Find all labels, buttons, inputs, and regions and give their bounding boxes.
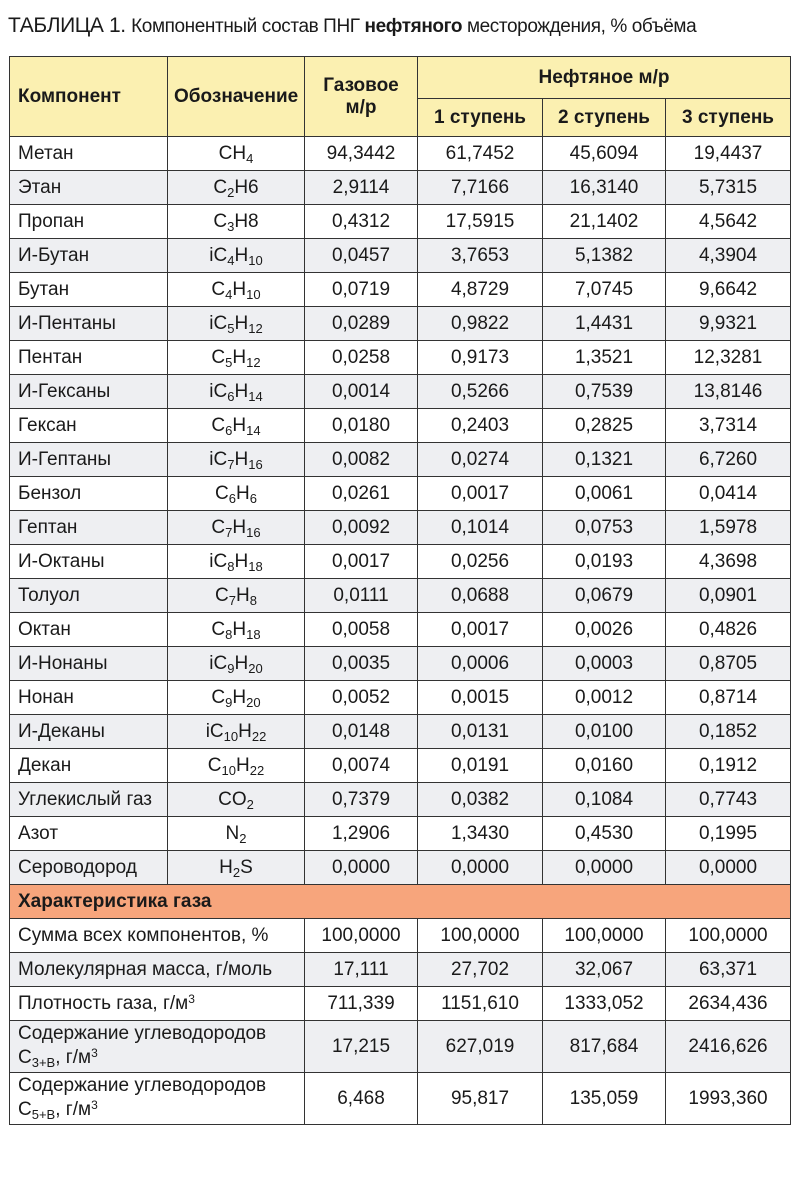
gas-field-value: 0,0180 [305, 409, 418, 443]
component-formula: $C_{10}H_{22}$ [168, 749, 305, 783]
stage-3-value: 0,0414 [666, 477, 791, 511]
stage-1-value: 27,702 [418, 953, 543, 987]
gas-field-value: 0,4312 [305, 205, 418, 239]
stage-1-value: 0,0688 [418, 579, 543, 613]
component-formula: $C_9H_{20}$ [168, 681, 305, 715]
gas-field-value: 0,0074 [305, 749, 418, 783]
stage-2-value: 1333,052 [543, 987, 666, 1021]
stage-1-value: 0,0000 [418, 851, 543, 885]
stage-3-value: 1,5978 [666, 511, 791, 545]
component-name: И-Бутан [10, 239, 168, 273]
stage-1-value: 3,7653 [418, 239, 543, 273]
component-formula: $H_2S$ [168, 851, 305, 885]
stage-3-value: 0,8714 [666, 681, 791, 715]
stage-2-value: 0,0753 [543, 511, 666, 545]
stage-3-value: 0,4826 [666, 613, 791, 647]
stage-2-value: 0,4530 [543, 817, 666, 851]
gas-field-value: 17,215 [305, 1021, 418, 1073]
gas-field-value: 1,2906 [305, 817, 418, 851]
table-row [10, 477, 791, 511]
stage-1-value: 0,0382 [418, 783, 543, 817]
gas-field-value: 0,0000 [305, 851, 418, 885]
gas-field-value: 0,0058 [305, 613, 418, 647]
stage-1-value: 17,5915 [418, 205, 543, 239]
stage-2-value: 0,0000 [543, 851, 666, 885]
stage-2-value: 0,2825 [543, 409, 666, 443]
stage-2-value: 0,0679 [543, 579, 666, 613]
component-name: И-Гексаны [10, 375, 168, 409]
stage-2-value: 45,6094 [543, 137, 666, 171]
stage-2-value: 0,1321 [543, 443, 666, 477]
characteristic-row [10, 987, 791, 1021]
stage-1-value: 0,1014 [418, 511, 543, 545]
component-name: Октан [10, 613, 168, 647]
component-formula: $C_6H_{14}$ [168, 409, 305, 443]
section-title: Характеристика газа [10, 885, 791, 919]
gas-field-value: 94,3442 [305, 137, 418, 171]
caption-prefix: ТАБЛИЦА 1. [8, 14, 126, 37]
gas-field-value: 0,7379 [305, 783, 418, 817]
characteristic-name: Сумма всех компонентов, % [10, 919, 305, 953]
component-name: Этан [10, 171, 168, 205]
component-name: И-Гептаны [10, 443, 168, 477]
stage-3-value: 3,7314 [666, 409, 791, 443]
component-formula: $C_6H_6$ [168, 477, 305, 511]
stage-2-value: 135,059 [543, 1073, 666, 1125]
header-designation: Обозначение [168, 57, 305, 137]
stage-3-value: 4,3698 [666, 545, 791, 579]
stage-3-value: 100,0000 [666, 919, 791, 953]
gas-field-value: 0,0014 [305, 375, 418, 409]
table-row [10, 307, 791, 341]
component-formula: $iC_5H_{12}$ [168, 307, 305, 341]
table-row [10, 681, 791, 715]
component-formula: $C_2H6$ [168, 171, 305, 205]
gas-field-value: 2,9114 [305, 171, 418, 205]
stage-3-value: 0,1912 [666, 749, 791, 783]
gas-field-value: 0,0082 [305, 443, 418, 477]
table-row [10, 375, 791, 409]
stage-1-value: 100,0000 [418, 919, 543, 953]
gas-field-value: 0,0052 [305, 681, 418, 715]
component-name: И-Октаны [10, 545, 168, 579]
stage-2-value: 0,0100 [543, 715, 666, 749]
caption-text-bold: нефтяного [364, 16, 463, 37]
stage-3-value: 0,0901 [666, 579, 791, 613]
table-row [10, 783, 791, 817]
stage-3-value: 63,371 [666, 953, 791, 987]
component-formula: $C_5H_{12}$ [168, 341, 305, 375]
stage-2-value: 1,3521 [543, 341, 666, 375]
stage-1-value: 0,2403 [418, 409, 543, 443]
component-name: Пентан [10, 341, 168, 375]
caption-text-after: месторождения, % объёма [462, 16, 697, 37]
stage-3-value: 5,7315 [666, 171, 791, 205]
characteristic-row [10, 953, 791, 987]
header-stage-3: 3 ступень [666, 99, 791, 137]
caption-text [131, 16, 696, 37]
component-name: Сероводород [10, 851, 168, 885]
stage-1-value: 0,0131 [418, 715, 543, 749]
component-formula: $C_3H8$ [168, 205, 305, 239]
stage-2-value: 0,0160 [543, 749, 666, 783]
table-row [10, 749, 791, 783]
stage-2-value: 1,4431 [543, 307, 666, 341]
component-name: Бутан [10, 273, 168, 307]
gas-field-value: 0,0148 [305, 715, 418, 749]
table-row [10, 715, 791, 749]
stage-3-value: 6,7260 [666, 443, 791, 477]
stage-3-value: 2634,436 [666, 987, 791, 1021]
characteristic-row [10, 919, 791, 953]
component-name: Бензол [10, 477, 168, 511]
table-row [10, 545, 791, 579]
stage-3-value: 4,5642 [666, 205, 791, 239]
component-name: Гептан [10, 511, 168, 545]
component-formula: $iC_4H_{10}$ [168, 239, 305, 273]
table-row [10, 851, 791, 885]
component-formula: $iC_9H_{20}$ [168, 647, 305, 681]
caption-text-before: Компонентный состав ПНГ [131, 16, 365, 37]
stage-1-value: 627,019 [418, 1021, 543, 1073]
stage-3-value: 13,8146 [666, 375, 791, 409]
component-name: И-Деканы [10, 715, 168, 749]
gas-field-value: 711,339 [305, 987, 418, 1021]
gas-field-value: 100,0000 [305, 919, 418, 953]
stage-2-value: 16,3140 [543, 171, 666, 205]
stage-1-value: 1151,610 [418, 987, 543, 1021]
stage-3-value: 19,4437 [666, 137, 791, 171]
stage-1-value: 0,5266 [418, 375, 543, 409]
component-name: Гексан [10, 409, 168, 443]
stage-2-value: 0,0061 [543, 477, 666, 511]
stage-3-value: 0,8705 [666, 647, 791, 681]
characteristic-row [10, 1021, 791, 1073]
stage-2-value: 0,7539 [543, 375, 666, 409]
gas-field-value: 0,0092 [305, 511, 418, 545]
stage-3-value: 4,3904 [666, 239, 791, 273]
header-stage-1: 1 ступень [418, 99, 543, 137]
stage-3-value: 9,6642 [666, 273, 791, 307]
table-caption [8, 14, 792, 38]
stage-2-value: 100,0000 [543, 919, 666, 953]
section-row [10, 885, 791, 919]
header-oil-field: Нефтяное м/р [418, 57, 791, 99]
table-row [10, 579, 791, 613]
component-formula: $C_7H_{16}$ [168, 511, 305, 545]
gas-field-value: 6,468 [305, 1073, 418, 1125]
stage-1-value: 0,0274 [418, 443, 543, 477]
stage-1-value: 0,0017 [418, 613, 543, 647]
component-name: Углекислый газ [10, 783, 168, 817]
table-row [10, 171, 791, 205]
component-formula: $C_8H_{18}$ [168, 613, 305, 647]
stage-3-value: 0,1852 [666, 715, 791, 749]
stage-2-value: 21,1402 [543, 205, 666, 239]
characteristic-row [10, 1073, 791, 1125]
stage-1-value: 0,0256 [418, 545, 543, 579]
header-stage-2: 2 ступень [543, 99, 666, 137]
stage-3-value: 1993,360 [666, 1073, 791, 1125]
composition-table [9, 56, 791, 1125]
stage-1-value: 0,9173 [418, 341, 543, 375]
table-row [10, 613, 791, 647]
component-formula: $iC_7H_{16}$ [168, 443, 305, 477]
component-name: Толуол [10, 579, 168, 613]
component-name: Нонан [10, 681, 168, 715]
stage-3-value: 2416,626 [666, 1021, 791, 1073]
stage-3-value: 0,7743 [666, 783, 791, 817]
header-component: Компонент [10, 57, 168, 137]
stage-1-value: 0,9822 [418, 307, 543, 341]
gas-field-value: 0,0017 [305, 545, 418, 579]
table-row [10, 511, 791, 545]
stage-1-value: 1,3430 [418, 817, 543, 851]
stage-3-value: 9,9321 [666, 307, 791, 341]
component-formula: $C_4H_{10}$ [168, 273, 305, 307]
characteristic-name: Содержание углеводородов $C_{3+В}$, $г/м^3$ [10, 1021, 305, 1073]
stage-3-value: 0,1995 [666, 817, 791, 851]
stage-1-value: 61,7452 [418, 137, 543, 171]
header-gas-field: Газовое м/р [305, 57, 418, 137]
stage-2-value: 0,0193 [543, 545, 666, 579]
gas-field-value: 0,0261 [305, 477, 418, 511]
component-formula: $C_7H_8$ [168, 579, 305, 613]
component-name: И-Нонаны [10, 647, 168, 681]
table-row [10, 817, 791, 851]
stage-2-value: 0,0026 [543, 613, 666, 647]
stage-3-value: 0,0000 [666, 851, 791, 885]
stage-1-value: 4,8729 [418, 273, 543, 307]
component-name: Пропан [10, 205, 168, 239]
component-name: Метан [10, 137, 168, 171]
component-name: Азот [10, 817, 168, 851]
characteristic-name: Содержание углеводородов $C_{5+В}$, $г/м^3$ [10, 1073, 305, 1125]
stage-2-value: 0,0003 [543, 647, 666, 681]
gas-field-value: 0,0719 [305, 273, 418, 307]
table-row [10, 205, 791, 239]
gas-field-value: 0,0457 [305, 239, 418, 273]
gas-field-value: 0,0035 [305, 647, 418, 681]
table-row [10, 137, 791, 171]
gas-field-value: 0,0289 [305, 307, 418, 341]
component-name: И-Пентаны [10, 307, 168, 341]
component-formula: $N_2$ [168, 817, 305, 851]
table-row [10, 647, 791, 681]
gas-field-value: 0,0258 [305, 341, 418, 375]
table-row [10, 273, 791, 307]
stage-2-value: 0,0012 [543, 681, 666, 715]
table-row [10, 341, 791, 375]
gas-field-value: 0,0111 [305, 579, 418, 613]
characteristic-name: Плотность газа, $г/м^3$ [10, 987, 305, 1021]
stage-2-value: 817,684 [543, 1021, 666, 1073]
component-name: Декан [10, 749, 168, 783]
characteristic-name: Молекулярная масса, г/моль [10, 953, 305, 987]
component-formula: $CO_2$ [168, 783, 305, 817]
stage-1-value: 0,0015 [418, 681, 543, 715]
stage-1-value: 0,0017 [418, 477, 543, 511]
stage-1-value: 0,0006 [418, 647, 543, 681]
stage-3-value: 12,3281 [666, 341, 791, 375]
table-row [10, 443, 791, 477]
stage-2-value: 7,0745 [543, 273, 666, 307]
component-formula: $iC_{10}H_{22}$ [168, 715, 305, 749]
component-formula: $CH_4$ [168, 137, 305, 171]
stage-2-value: 0,1084 [543, 783, 666, 817]
stage-2-value: 32,067 [543, 953, 666, 987]
stage-1-value: 0,0191 [418, 749, 543, 783]
table-row [10, 239, 791, 273]
component-formula: $iC_8H_{18}$ [168, 545, 305, 579]
table-row [10, 409, 791, 443]
component-formula: $iC_6H_{14}$ [168, 375, 305, 409]
stage-1-value: 7,7166 [418, 171, 543, 205]
table-body [10, 137, 791, 1125]
table-header [10, 57, 791, 137]
gas-field-value: 17,111 [305, 953, 418, 987]
stage-1-value: 95,817 [418, 1073, 543, 1125]
stage-2-value: 5,1382 [543, 239, 666, 273]
